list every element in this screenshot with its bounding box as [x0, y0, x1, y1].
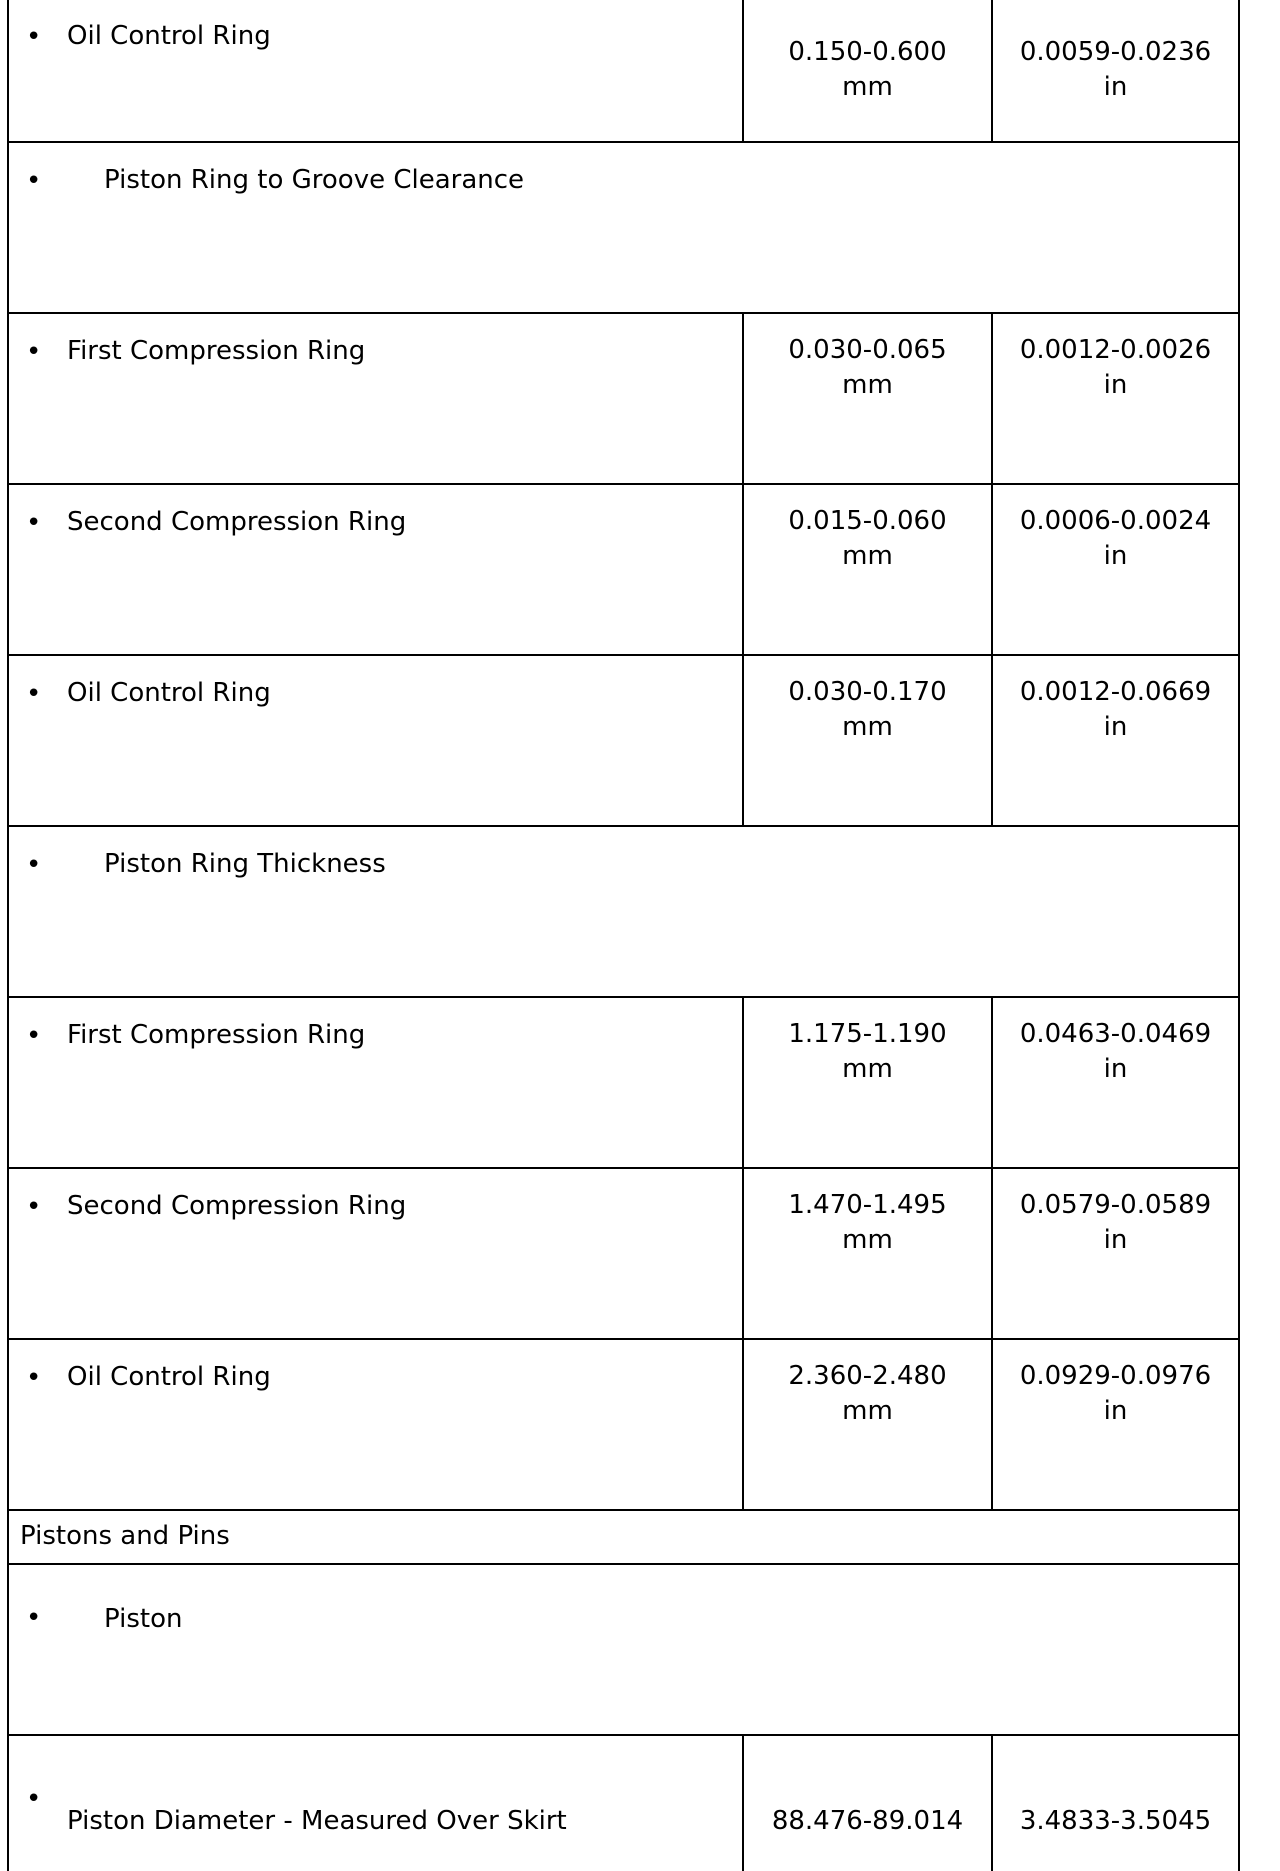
subheading-label: Piston Ring to Groove Clearance [104, 165, 525, 195]
metric-value-cell [742, 1340, 991, 1509]
spec-name-cell [9, 1340, 742, 1509]
imperial-value-cell [991, 656, 1238, 825]
imperial-value: 0.0059-0.0236 in [1019, 37, 1212, 102]
table-row [9, 1736, 1238, 1871]
spec-label: Second Compression Ring [67, 1191, 407, 1221]
bullet-icon: • [26, 1021, 42, 1051]
spec-name-cell [9, 1736, 742, 1871]
metric-value: 2.360-2.480 mm [788, 1361, 947, 1426]
imperial-value-cell [991, 485, 1238, 654]
table-row [9, 998, 1238, 1169]
imperial-value: 0.0929-0.0976 in [1019, 1361, 1212, 1426]
spec-name-cell [9, 1169, 742, 1338]
metric-value: 0.150-0.600 mm [788, 37, 947, 102]
imperial-value-cell [991, 314, 1238, 483]
bullet-icon: • [26, 679, 42, 709]
imperial-value: 0.0579-0.0589 in [1019, 1190, 1212, 1255]
spec-name-cell [9, 0, 742, 141]
metric-value: 0.030-0.065 mm [788, 335, 947, 400]
table-row [9, 1511, 1238, 1565]
imperial-value-cell [991, 1340, 1238, 1509]
spec-label: Oil Control Ring [67, 1362, 271, 1392]
subheading-label: Piston [104, 1604, 183, 1634]
spec-label: First Compression Ring [67, 336, 366, 366]
imperial-value: 0.0012-0.0026 in [1019, 335, 1212, 400]
imperial-value-cell [991, 0, 1238, 141]
imperial-value: 0.0006-0.0024 in [1019, 506, 1212, 571]
bullet-icon: • [26, 166, 42, 196]
spec-name-cell [9, 656, 742, 825]
spec-label: Piston Diameter - Measured Over Skirt [67, 1806, 567, 1836]
bullet-icon: • [26, 1784, 42, 1814]
table-row [9, 656, 1238, 827]
section-heading: Pistons and Pins [20, 1521, 230, 1551]
spec-label: Oil Control Ring [67, 21, 271, 51]
spec-name-cell [9, 485, 742, 654]
spec-label: Oil Control Ring [67, 678, 271, 708]
metric-value-cell [742, 314, 991, 483]
metric-value: 1.470-1.495 mm [788, 1190, 947, 1255]
spec-label: First Compression Ring [67, 1020, 366, 1050]
metric-value-cell [742, 0, 991, 141]
spec-name-cell [9, 998, 742, 1167]
table-row [9, 1340, 1238, 1511]
metric-value: 0.030-0.170 mm [788, 677, 947, 742]
imperial-value: 3.4833-3.5045 [1019, 1806, 1212, 1836]
metric-value-cell [742, 1736, 991, 1871]
bullet-icon: • [26, 337, 42, 367]
metric-value: 1.175-1.190 mm [788, 1019, 947, 1084]
imperial-value: 0.0463-0.0469 in [1019, 1019, 1212, 1084]
bullet-icon: • [26, 1603, 42, 1633]
table-row [9, 1565, 1238, 1736]
bullet-icon: • [26, 508, 42, 538]
spec-label: Second Compression Ring [67, 507, 407, 537]
bullet-icon: • [26, 1363, 42, 1393]
imperial-value: 0.0012-0.0669 in [1019, 677, 1212, 742]
subheading-cell [9, 143, 1238, 312]
bullet-icon: • [26, 1192, 42, 1222]
table-row [9, 143, 1238, 314]
specification-table [7, 0, 1240, 1871]
metric-value: 88.476-89.014 [771, 1806, 964, 1836]
metric-value: 0.015-0.060 mm [788, 506, 947, 571]
metric-value-cell [742, 998, 991, 1167]
table-row [9, 485, 1238, 656]
bullet-icon: • [26, 22, 42, 52]
metric-value-cell [742, 656, 991, 825]
imperial-value-cell [991, 998, 1238, 1167]
subheading-cell [9, 827, 1238, 996]
metric-value-cell [742, 485, 991, 654]
bullet-icon: • [26, 850, 42, 880]
table-row [9, 1169, 1238, 1340]
subheading-cell [9, 1565, 1238, 1734]
subheading-label: Piston Ring Thickness [104, 849, 386, 879]
table-row [9, 0, 1238, 143]
imperial-value-cell [991, 1169, 1238, 1338]
imperial-value-cell [991, 1736, 1238, 1871]
spec-name-cell [9, 314, 742, 483]
table-row [9, 827, 1238, 998]
table-row [9, 314, 1238, 485]
metric-value-cell [742, 1169, 991, 1338]
